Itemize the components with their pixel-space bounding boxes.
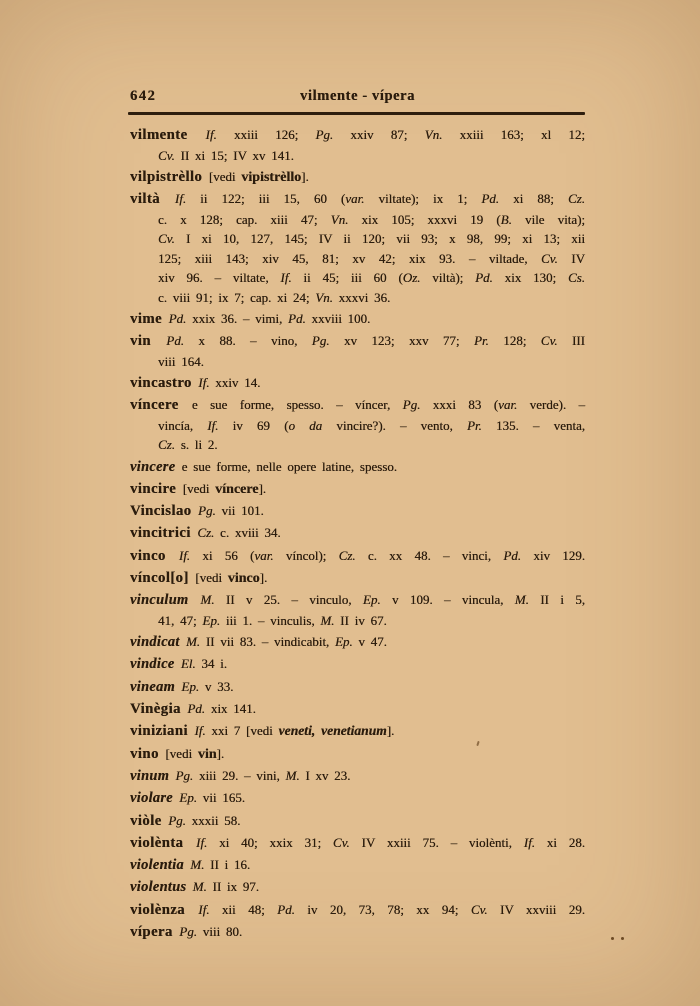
header-rule — [128, 112, 585, 115]
work-abbrev: Ep. — [202, 612, 226, 628]
index-entry — [130, 677, 585, 698]
entry-line — [130, 632, 585, 653]
work-abbrev: Pd. — [481, 191, 514, 207]
entry-line — [130, 922, 585, 943]
index-entry — [130, 766, 585, 787]
work-abbrev: M. — [200, 592, 226, 608]
entry-text: xi 56 ( — [202, 547, 255, 563]
index-entry — [130, 900, 585, 921]
work-abbrev: Pd. — [277, 901, 308, 917]
entry-text: I xi 10, 127, 145; IV ii 120; vii 93; x 98, 99; xi 13; xii — [185, 231, 585, 247]
entry-text: IV xxiii 75. – violènti, — [361, 834, 524, 850]
index-entry — [130, 855, 585, 876]
work-abbrev: If. — [280, 270, 304, 286]
work-abbrev: Vn. — [330, 211, 362, 227]
work-abbrev: var. — [254, 547, 286, 563]
entry-text: [vedi — [195, 570, 228, 586]
entry-line — [130, 855, 585, 876]
entry-text: ]. — [259, 570, 268, 586]
headword: vinco — [130, 547, 179, 564]
work-abbrev: Ep. — [334, 634, 359, 650]
entry-text: v 33. — [204, 678, 234, 694]
entry-text: xxiv 87; — [350, 127, 425, 142]
entry-text: iii 1. – vinculis, — [225, 612, 321, 628]
entry-text: II i 5, — [540, 592, 585, 608]
entry-text: víncol); — [285, 547, 339, 563]
work-abbrev: Cz. — [338, 547, 368, 563]
entry-line — [130, 249, 585, 269]
entry-text: xxxii 58. — [191, 812, 241, 828]
work-abbrev: Cv. — [541, 250, 572, 266]
entry-line — [130, 611, 585, 631]
entry-text: c. xviii 34. — [220, 525, 281, 541]
headword-latin: violentia — [130, 857, 191, 874]
index-entry — [130, 632, 585, 653]
work-abbrev: If. — [194, 723, 212, 739]
entry-text: II ix 97. — [212, 879, 260, 895]
index-entry — [130, 654, 585, 675]
entry-text: II iv 67. — [340, 612, 387, 628]
cross-reference-latin: veneti, venetianum — [278, 723, 387, 739]
headword: vilmente — [130, 127, 206, 143]
entry-line — [130, 331, 585, 352]
index-entry — [130, 721, 585, 742]
entry-line — [130, 210, 585, 230]
entry-text: verde). – — [529, 397, 585, 413]
work-abbrev: o da — [288, 417, 337, 433]
work-abbrev: If. — [198, 901, 222, 917]
entry-text: viltate); ix 1; — [378, 191, 482, 207]
headword: vípera — [130, 924, 180, 941]
index-entry — [130, 922, 585, 943]
work-abbrev: Cv. — [158, 147, 181, 163]
index-entry — [130, 546, 585, 567]
work-abbrev: Pr. — [473, 333, 504, 349]
entry-text: s. li 2. — [180, 437, 218, 453]
work-abbrev: Ep. — [181, 678, 205, 694]
entry-text: ]. — [386, 723, 395, 739]
entry-text: vincía, — [158, 417, 208, 433]
work-abbrev: If. — [174, 191, 201, 207]
entry-line — [130, 721, 585, 742]
entry-text: xxxi 83 ( — [432, 397, 499, 413]
work-abbrev: M. — [514, 592, 541, 608]
entry-text: xii 48; — [221, 901, 278, 917]
index-entry — [130, 309, 585, 330]
work-abbrev: Pd. — [288, 310, 312, 326]
entry-text: II vii 83. – vindicabit, — [205, 634, 335, 650]
work-abbrev: M. — [190, 857, 211, 873]
entry-text: xxiii 163; xl 12; — [459, 127, 586, 142]
entry-text: v 109. – vincula, — [391, 592, 515, 608]
index-entry — [130, 699, 585, 720]
work-abbrev: M. — [320, 612, 341, 628]
entry-text: xix 105; xxxvi 19 ( — [361, 211, 501, 227]
entry-text: xi 88; — [513, 191, 568, 207]
entry-text: IV — [571, 250, 585, 266]
cross-reference: vipistrèllo — [241, 169, 302, 185]
entry-text: 125; xiii 143; xiv 45, 81; xv 42; xix 93. – viltade, — [158, 250, 542, 266]
headword: viniziani — [130, 723, 195, 740]
work-abbrev: var. — [498, 397, 530, 413]
headword: violènza — [130, 901, 199, 918]
headword: violènta — [130, 834, 197, 851]
entry-line — [130, 677, 585, 698]
entry-line — [130, 788, 585, 809]
work-abbrev: Cz. — [568, 191, 585, 207]
index-entry — [130, 479, 585, 500]
work-abbrev: If. — [198, 374, 216, 390]
headword: vino — [130, 745, 166, 762]
headword: Vinègia — [130, 701, 188, 718]
index-entry — [130, 501, 585, 522]
work-abbrev: If. — [196, 834, 220, 850]
work-abbrev: Ep. — [362, 592, 392, 608]
index-entry — [130, 833, 585, 854]
index-entry — [130, 811, 585, 832]
entry-text: viii 80. — [202, 924, 243, 940]
entry-text: c. viii 91; ix 7; cap. xi 24; — [158, 289, 316, 305]
entries — [130, 125, 585, 944]
entry-text: 128; — [503, 333, 541, 349]
work-abbrev: var. — [345, 191, 379, 207]
entry-line — [130, 288, 585, 308]
work-abbrev: B. — [500, 211, 525, 227]
index-entry — [130, 457, 585, 478]
entry-text: III — [571, 333, 585, 349]
headword: viltà — [130, 191, 175, 208]
work-abbrev: M. — [192, 879, 213, 895]
entry-text: I xv 23. — [305, 767, 351, 783]
entry-text: c. xx 48. – vinci, — [367, 547, 504, 563]
entry-text: c. x 128; cap. xiii 47; — [158, 211, 331, 227]
work-abbrev: M. — [285, 767, 306, 783]
index-entry — [130, 590, 585, 630]
headword-latin: vinum — [130, 767, 176, 784]
work-abbrev: Cv. — [332, 834, 362, 850]
work-abbrev: Pd. — [187, 701, 211, 717]
running-title: vilmente - vípera — [300, 88, 415, 104]
entry-line — [130, 268, 585, 288]
work-abbrev: Cz. — [197, 525, 221, 541]
work-abbrev: If. — [205, 127, 234, 142]
headword-latin: vindice — [130, 656, 181, 673]
work-abbrev: Cz. — [158, 437, 181, 453]
index-entry — [130, 788, 585, 809]
work-abbrev: Oz. — [402, 270, 433, 286]
entry-line — [130, 435, 585, 455]
entry-line — [130, 654, 585, 675]
work-abbrev: Cv. — [540, 333, 572, 349]
entry-text: xiv 96. – viltate, — [158, 270, 281, 286]
entry-text: xxviii 100. — [311, 310, 371, 326]
index-entry — [130, 167, 585, 188]
entry-text: ]. — [258, 480, 267, 496]
headword: vilpistrèllo — [130, 168, 209, 185]
entry-text: ]. — [216, 745, 225, 761]
entry-line — [130, 457, 585, 478]
work-abbrev: Pg. — [311, 333, 344, 349]
entry-text: xi 28. — [546, 834, 586, 850]
entry-text: xix 130; — [504, 270, 568, 286]
entry-text: II v 25. – vinculo, — [225, 592, 363, 608]
entry-line — [130, 189, 585, 210]
entry-text: II i 16. — [210, 857, 251, 873]
headword-latin: violare — [130, 790, 180, 807]
work-abbrev: Cv. — [470, 901, 500, 917]
work-abbrev: M. — [185, 634, 206, 650]
work-abbrev: Cs. — [568, 270, 585, 286]
work-abbrev: Pd. — [168, 310, 193, 326]
entry-text: x 88. – vino, — [198, 333, 312, 349]
work-abbrev: Pr. — [466, 417, 496, 433]
headword-latin: violentus — [130, 879, 193, 896]
entry-line — [130, 877, 585, 898]
index-entry — [130, 373, 585, 394]
entry-text: ]. — [301, 168, 309, 184]
paper-speck — [621, 937, 624, 940]
entry-text: v 47. — [358, 634, 387, 650]
entry-line — [130, 395, 585, 416]
entry-line — [130, 501, 585, 522]
entry-text: ii 45; iii 60 ( — [303, 270, 403, 286]
entry-text: IV xxviii 29. — [500, 901, 585, 917]
work-abbrev: Pg. — [168, 812, 192, 828]
entry-line — [130, 167, 585, 188]
entry-text: xix 141. — [210, 701, 256, 717]
headword-latin: vineam — [130, 678, 182, 695]
entry-line — [130, 352, 585, 372]
work-abbrev: El. — [180, 656, 202, 672]
entry-line — [130, 568, 585, 589]
entry-line — [130, 833, 585, 854]
entry-text: 135. – venta, — [495, 417, 586, 433]
work-abbrev: Pg. — [175, 767, 199, 783]
entry-text: xxiv 14. — [215, 374, 261, 390]
index-entry — [130, 523, 585, 544]
paper-speck — [611, 937, 614, 940]
headword-latin: vinculum — [130, 592, 201, 609]
page-number: 642 — [130, 88, 157, 104]
entry-text: xxi 7 [vedi — [211, 723, 279, 739]
headword: vime — [130, 310, 169, 327]
entry-text: [vedi — [165, 745, 198, 761]
headword: víncol[o] — [130, 570, 196, 587]
entry-text: viltà); — [432, 270, 476, 286]
entry-text: vii 165. — [202, 790, 245, 806]
work-abbrev: Pd. — [503, 547, 534, 563]
entry-text: 34 i. — [201, 656, 228, 672]
work-abbrev: If. — [207, 417, 233, 433]
headword: víncere — [130, 397, 192, 414]
cross-reference: víncere — [215, 481, 259, 497]
entry-text: xv 123; xxv 77; — [343, 333, 474, 349]
entry-line — [130, 125, 585, 146]
headword: vin — [130, 333, 167, 350]
index-entry — [130, 744, 585, 765]
index-entry — [130, 331, 585, 371]
index-entry — [130, 189, 585, 307]
entry-text: e sue forme, nelle opere latine, spesso. — [181, 458, 398, 474]
entry-text: vincire?). – vento, — [336, 417, 467, 433]
entry-line — [130, 479, 585, 500]
work-abbrev: Pg. — [402, 397, 433, 413]
cross-reference: vinco — [227, 571, 260, 587]
entry-text: iv 20, 73, 78; xx 94; — [307, 901, 471, 917]
headword: vincire — [130, 480, 183, 497]
cross-reference: vin — [197, 746, 217, 762]
work-abbrev: Pg. — [179, 924, 203, 940]
work-abbrev: Pg. — [315, 127, 351, 142]
headword-latin: vincere — [130, 458, 182, 475]
work-abbrev: Vn. — [424, 127, 460, 142]
index-entry — [130, 395, 585, 455]
entry-text: II xi 15; IV xv 141. — [180, 147, 294, 163]
entry-text: xxxvi 36. — [338, 289, 391, 305]
entry-text: iv 69 ( — [232, 417, 289, 433]
index-entry — [130, 877, 585, 898]
work-abbrev: If. — [178, 547, 203, 563]
entry-line — [130, 373, 585, 394]
entry-line — [130, 309, 585, 330]
entry-line — [130, 766, 585, 787]
headword: vincitrici — [130, 525, 198, 542]
work-abbrev: Pd. — [475, 270, 505, 286]
entry-line — [130, 416, 585, 436]
entry-text: xi 40; xxix 31; — [219, 834, 333, 850]
index-entry — [130, 125, 585, 165]
work-abbrev: Pd. — [166, 333, 199, 349]
entry-text: xxiii 126; — [234, 127, 316, 142]
entry-line — [130, 229, 585, 249]
entry-line — [130, 590, 585, 611]
entry-text: xiv 129. — [533, 547, 586, 563]
entry-line — [130, 546, 585, 567]
entry-text: e sue forme, spesso. – víncer, — [191, 397, 403, 413]
entry-text: ii 122; iii 15, 60 ( — [200, 191, 346, 207]
entry-text: vii 101. — [221, 503, 264, 519]
entry-text: viii 164. — [158, 353, 204, 369]
entry-text: xiii 29. – vini, — [198, 767, 286, 783]
entry-line — [130, 900, 585, 921]
entry-line — [130, 744, 585, 765]
work-abbrev: Ep. — [179, 790, 203, 806]
headword: viòle — [130, 812, 169, 829]
headword-latin: vindicat — [130, 634, 186, 651]
work-abbrev: Pg. — [198, 503, 222, 519]
entry-text: [vedi — [182, 480, 216, 496]
entry-text: [vedi — [208, 168, 242, 184]
work-abbrev: Cv. — [158, 231, 186, 247]
work-abbrev: Vn. — [315, 289, 339, 305]
entry-line — [130, 811, 585, 832]
headword: vincastro — [130, 374, 199, 391]
entry-line — [130, 699, 585, 720]
entry-line — [130, 146, 585, 166]
entry-text: vile vita); — [524, 211, 586, 227]
headword: Vincislao — [130, 503, 199, 520]
work-abbrev: If. — [523, 834, 547, 850]
entry-text: xxix 36. – vimi, — [192, 310, 289, 326]
index-entry — [130, 568, 585, 589]
entry-line — [130, 523, 585, 544]
entry-text: 41, 47; — [158, 612, 203, 628]
